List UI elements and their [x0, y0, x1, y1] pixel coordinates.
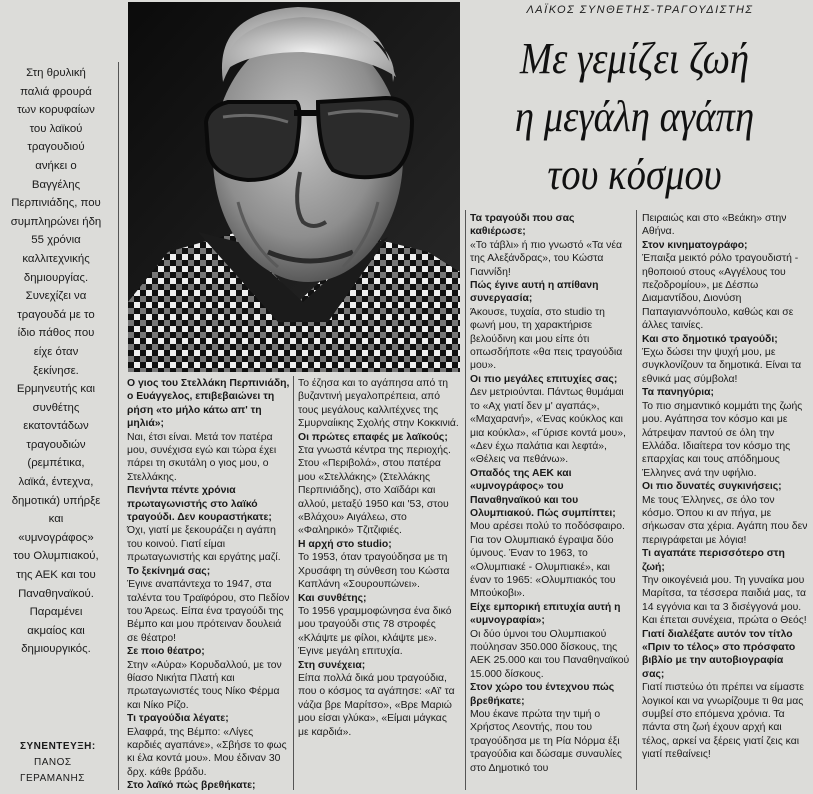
interview-answer: Στα γνωστά κέντρα της περιοχής. Στου «Περιβολά», στου πατέρα μου «Στελλάκης» (Στελλάκης Περπινιάδης), στο Χαϊδάρι και αλλού, μεταξύ 1950 και '53, στου «Βλάχου» Αιγάλεω, στο «Φαληρικό» Τζιτζιφιές.	[298, 445, 451, 537]
intro-line: εκατοντάδων	[23, 420, 89, 433]
interview-question: Γιατί διαλέξατε αυτόν τον τίτλο «Πριν το τέλος» στο πρόσφατο βιβλίο με την αυτοβιογραφία σας;	[642, 628, 796, 680]
intro-line: και	[48, 513, 64, 526]
intro-line: είχε όταν	[33, 345, 79, 358]
interview-answer: Άκουσε, τυχαία, στο studio τη φωνή μου, τη χαρακτήρισε βελούδινη και μου είπε ότι οπωσδήποτε «θα πεις τραγούδια μου».	[470, 306, 623, 372]
interview-answer: Με τους Έλληνες, σε όλο τον κόσμο. Όπου κι αν πήγα, με σήκωσαν στα χέρια. Αγάπη που δεν περιγράφεται με λόγια!	[642, 494, 808, 546]
headline	[483, 30, 787, 204]
interview-question: Οι πιο μεγάλες επιτυχίες σας;	[470, 373, 618, 385]
intro-line: του Ολυμπιακού,	[13, 550, 99, 563]
interview-question: Τι τραγούδια λέγατε;	[127, 713, 229, 725]
interview-question: Στο λαϊκό πώς βρεθήκατε;	[127, 780, 256, 792]
intro-text	[0, 64, 112, 659]
headline-line: Με γεμίζει ζωή	[519, 34, 750, 83]
interview-answer: Το έζησα και το αγάπησα από τη βυζαντινή μεγαλοπρέπεια, από τους μεγάλους καλλιτέχνες της Σμυρναίικης Σχολής στην Κοκκινιά.	[298, 378, 459, 430]
intro-line: (ρεμπέτικα,	[27, 457, 85, 470]
column-divider	[118, 62, 119, 790]
interview-answer: Έγινε αναπάντεχα το 1947, στα ταλέντα του Τραϊφόρου, στο Πεδίον του Άρεως. Είπα ένα τραγούδι της Βέμπο και μου πρότειναν δουλειά σε θέατρο!	[127, 579, 290, 644]
interview-question: Σε ποιο θέατρο;	[127, 646, 205, 658]
interview-answer: Είπα πολλά δικά μου τραγούδια, που ο κόσμος τα αγάπησε: «Αϊ' τα νάζια βρε Μαρίτσο», «Βρε Μαριώ μου είσαι γλύκα», «Είμαι μάγκας με καρδιά».	[298, 672, 455, 738]
interview-question: Η αρχή στο studio;	[298, 538, 392, 550]
intro-line: Βαγγέλης	[31, 178, 81, 191]
headline-line: η μεγάλη αγάπη	[514, 92, 755, 141]
interview-answer: Μου αρέσει πολύ το ποδόσφαιρο. Για τον Ολυμπιακό έγραψα δύο ύμνους. Έναν το 1963, το «Ολυμπιακέ - Ολυμπιακέ», και έναν το 1965: «Ολυμπιακός του Μπούκοβι».	[470, 521, 625, 600]
intro-line: του λαϊκού	[29, 122, 83, 135]
interview-answer: Όχι, γιατί με ξεκουράζει η αγάπη του κοινού. Γιατί είμαι πρωταγωνιστής και εργάτης μαζί.	[127, 525, 281, 564]
interview-column-1	[127, 377, 290, 793]
intro-line: δημιουργικός.	[21, 643, 91, 656]
intro-line: Συνεχίζει να	[25, 290, 87, 303]
interview-answer: Ελαφρά, της Βέμπο: «Λίγες καρδιές αγαπάνε», «Σβήσε το φως κι έλα κοντά μου». Μου έδιναν 30 δρχ. κάθε βράδυ.	[127, 726, 287, 778]
interview-answer: Ναι, έτσι είναι. Μετά τον πατέρα μου, συνέχισα εγώ και τώρα έχει πάρει τη σκυτάλη ο γιος μου, ο Στελλάκης.	[127, 431, 277, 483]
intro-line: «υμνογράφος»	[18, 531, 94, 544]
intro-line: δημοτικά) υπήρξε	[11, 494, 101, 507]
intro-line: συνθέτης	[32, 401, 80, 414]
column-divider	[293, 376, 294, 790]
intro-line: 55 χρόνια	[31, 234, 81, 247]
intro-line: ακμαίος και	[27, 624, 85, 637]
interview-answer: Μου έκανε πρώτα την τιμή ο Χρήστος Λεοντής, που του τραγούδησα με τη Ρία Νόρμα έξι τραγούδια και δώσαμε συναυλίες στο Δημοτικό του	[470, 709, 622, 774]
interview-question: Και στο δημοτικό τραγούδι;	[642, 333, 778, 345]
interview-column-2	[298, 377, 460, 739]
interview-question: Πώς έγινε αυτή η απίθανη συνεργασία;	[470, 280, 599, 305]
column-divider	[465, 210, 466, 790]
portrait-photo	[128, 2, 460, 372]
interview-question: Στον χώρο του έντεχνου πώς βρεθήκατε;	[470, 682, 615, 707]
byline-label: ΣΥΝΕΝΤΕΥΞΗ:	[20, 741, 96, 752]
byline-name-last: ΓΕΡΑΜΑΝΗΣ	[20, 773, 85, 784]
interview-column-4	[642, 212, 808, 762]
intro-line: ξεκίνησε.	[33, 364, 79, 377]
kicker: ΛΑΪΚΟΣ ΣΥΝΘΕΤΗΣ-ΤΡΑΓΟΥΔΙΣΤΗΣ	[526, 4, 754, 16]
interview-question: Το ξεκίνημά σας;	[127, 565, 211, 577]
interview-question: Στη συνέχεια;	[298, 659, 366, 671]
intro-line: Περπινιάδης, που	[11, 197, 101, 210]
interview-question: Στον κινηματογράφο;	[642, 239, 748, 251]
interview-answer: Το 1956 γραμμοφώνησα ένα δικό μου τραγούδι στις 78 στροφές «Κλάψτε με φίλοι, κλάψτε με». Έγινε μεγάλη επιτυχία.	[298, 605, 452, 658]
interview-question: Είχε εμπορική επιτυχία αυτή η «υμνογραφία»;	[470, 601, 621, 627]
intro-line: Στη θρυλική	[26, 67, 86, 79]
headline-line: του κόσμου	[547, 150, 722, 199]
interview-question: Οι πιο δυνατές συγκινήσεις;	[642, 481, 782, 493]
intro-line: Παναθηναϊκού.	[18, 587, 94, 600]
interview-answer: Δεν μετριούνται. Πάντως θυμάμαι το «Αχ γιατί δεν μ' αγαπάς», «Μαχαρανή», «Ένας κούκλος και μια κούκλα», «Γύρισε κοντά μου», «Δεν έχω παλάτια και λεφτά», «Θέλεις να πεθάνω».	[470, 387, 626, 466]
interview-question: Οπαδός της ΑΕΚ και «υμνογράφος» του Παναθηναϊκού και του Ολυμπιακού. Πώς συμπίπτει;	[470, 467, 616, 519]
interview-answer: Το πιο σημαντικό κομμάτι της ζωής μου. Αγάπησα τον κόσμο και με λάτρεψαν παντού σε όλη την Ελλάδα. Ιδιαίτερα τον κόσμο της επαρχίας και τους απόδημους Έλληνες ανά την υφήλιο.	[642, 400, 803, 479]
intro-line: ανήκει ο	[35, 159, 77, 172]
interview-question: Οι πρώτες επαφές με λαϊκούς;	[298, 431, 448, 443]
byline-name-first: ΠΑΝΟΣ	[34, 757, 72, 768]
interview-question: Ο γιος του Στελλάκη Περπινιάδη, ο Ευάγγελος, επιβεβαιώνει τη ρήση «το μήλο κάτω απ' τη μηλιά»;	[127, 378, 290, 430]
interview-answer: Το 1953, όταν τραγούδησα με τη Χρυσάφη τη σύνθεση του Κώστα Καπλάνη «Σουρουπώνει».	[298, 552, 450, 591]
interview-question: Τα πανηγύρια;	[642, 387, 715, 399]
interview-question: Τα τραγούδι που σας καθιέρωσε;	[470, 213, 575, 238]
interview-answer: Έπαιξα μεικτό ρόλο τραγουδιστή - ηθοποιού στους «Αγγέλους του πεζοδρομίου», με Δέσπω Διαμαντίδου, Διονύση Παπαγιαννόπουλο, καθώς και σε άλλες ταινίες.	[642, 253, 799, 332]
intro-line: τραγουδιών	[26, 438, 86, 451]
intro-line: Ερμηνευτής και	[16, 383, 96, 396]
interview-answer: Οι δύο ύμνοι του Ολυμπιακού πούλησαν 350.000 δίσκους, της ΑΕΚ 25.000 και του Παναθηναϊκού 15.000 δίσκους.	[470, 628, 630, 680]
interview-answer: Γιατί πιστεύω ότι πρέπει να είμαστε λογικοί και να γνωρίζουμε τι θα μας συμβεί στο επόμενα χρόνια. Τα πάντα στη ζωή έχουν αρχή και τέλος, αρκεί να ξέρεις γιατί ζεις και γιατί πεθαίνεις!	[642, 682, 805, 761]
byline	[20, 739, 116, 787]
interview-question: Πενήντα πέντε χρόνια πρωταγωνιστής στο λαϊκό τραγούδι. Δεν κουραστήκατε;	[127, 485, 272, 524]
intro-line: τραγουδά με το	[17, 308, 95, 321]
interview-question: Και συνθέτης;	[298, 592, 367, 604]
interview-answer: Στην «Αύρα» Κορυδαλλού, με τον θίασο Νικήτα Πλατή και πρωταγωνιστές τους Νίκο Φέρμα και Νίκο Ρίζο.	[127, 659, 282, 711]
interview-column-3	[470, 212, 630, 775]
intro-line: Παραμένει	[29, 606, 83, 619]
intro-line: συμπληρώνει ήδη	[10, 215, 102, 228]
interview-answer: Την οικογένειά μου. Τη γυναίκα μου Μαρίτσα, τα τέσσερα παιδιά μας, τα 14 εγγόνια και τα 3 δισέγγονά μου. Και έπεται συνέχεια, πρώτα ο Θεός!	[642, 574, 807, 627]
interview-answer: Έχω δώσει την ψυχή μου, με συγκλονίζουν τα δημοτικά. Είναι τα εθνικά μας σύμβολα!	[642, 347, 802, 385]
intro-line: των κορυφαίων	[17, 104, 95, 117]
intro-line: ίδιο πάθος που	[17, 327, 95, 340]
intro-line: τραγουδιού	[27, 141, 85, 154]
intro-line: καλλιτεχνικής	[22, 252, 90, 265]
interview-answer: Πειραιώς και στο «Βεάκη» στην Αθήνα.	[642, 213, 787, 238]
interview-question: Τι αγαπάτε περισσότερο στη ζωή;	[642, 548, 785, 573]
intro-line: παλιά φρουρά	[20, 85, 92, 98]
intro-line: δημιουργίας.	[23, 271, 89, 284]
intro-line: λαϊκά, έντεχνα,	[18, 476, 94, 489]
interview-answer: «Το τάβλι» ή πιο γνωστό «Τα νέα της Αλεξάνδρας», του Κώστα Γιαννίδη!	[470, 239, 622, 278]
intro-line: της ΑΕΚ και του	[16, 569, 96, 582]
column-divider	[636, 210, 637, 790]
